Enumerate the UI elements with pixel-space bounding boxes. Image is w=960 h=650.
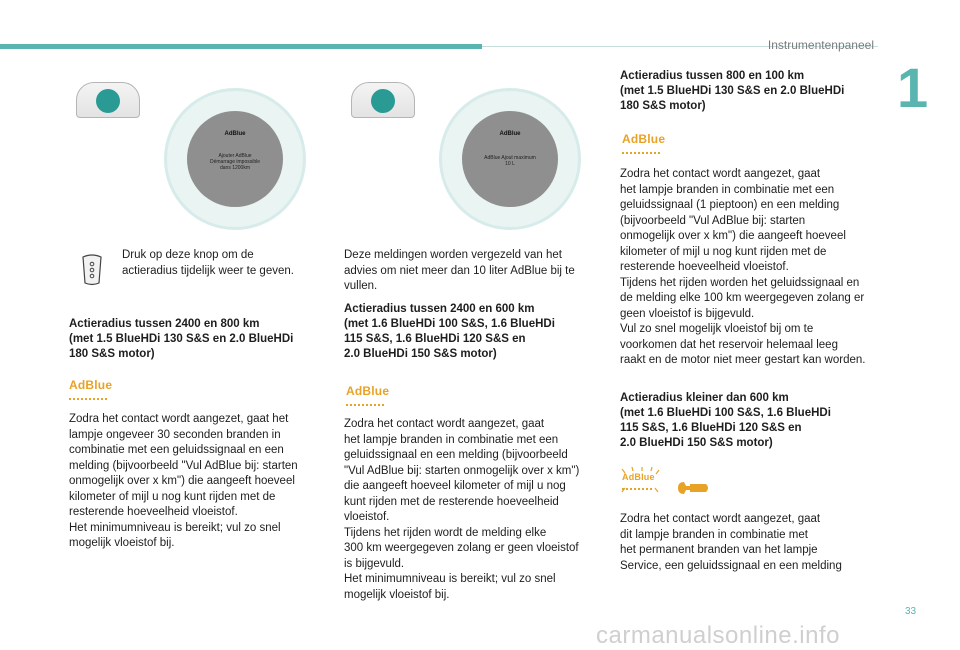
adblue-warning-icon: [622, 132, 665, 154]
col3-body-1: Zodra het contact wordt aangezet, gaat het lampje branden in combinatie met een geluidssignaal (1 pieptoon) en een melding (bijvoorbeeld "Vul AdBlue bij: starten onmogelijk over x km") die aangeeft hoeveel kilometer of mijl u nog kunt rijden met de resterende hoeveelheid vloeistof. Tijdens het rijden worden het geluidssignaal en de melding elke 100 km weergegeven zolang er geen vloeistof is bijgevuld. Vul zo snel mogelijk vloeistof bij om te voorkomen dat het reservoir helemaal leeg raakt en de motor niet meer gestart kan worden.: [620, 168, 866, 366]
page-number: 33: [905, 606, 917, 617]
col3-body-2: Zodra het contact wordt aangezet, gaat dit lampje branden in combinatie met het permanent branden van het lampje Service, een geluidssignaal en een melding: [620, 513, 842, 572]
section-title: Instrumentenpaneel: [767, 38, 874, 52]
col1-body: Zodra het contact wordt aangezet, gaat het lampje ongeveer 30 seconden branden in combinatie met een geluidssignaal en een melding (bijvoorbeeld "Vul AdBlue bij: starten onmogelijk over x km") die aangeeft hoeveel kilometer of mijl u nog kunt rijden met de resterende hoeveelheid vloeistof. Het minimumniveau is bereikt; vul zo snel mogelijk vloeistof bij.: [69, 413, 298, 549]
adblue-logo-text: AdBlue: [622, 132, 666, 146]
display-message: Ajouter AdBlue Démarrage impossible dans 1200km: [209, 153, 261, 171]
indicator-dot: [371, 89, 395, 113]
adblue-warning-icon: [69, 378, 112, 400]
col3-heading-1: Actieradius tussen 800 en 100 km (met 1.5 BlueHDi 130 S&S en 2.0 BlueHDi 180 S&S motor): [620, 70, 845, 112]
adblue-display-label: AdBlue: [224, 131, 246, 137]
gauge-display: [439, 88, 581, 230]
col2-body: Zodra het contact wordt aangezet, gaat het lampje branden in combinatie met een geluidssignaal en een melding (bijvoorbeeld "Vul AdBlue bij: starten onmogelijk over x km") die aangeeft hoeveel kilometer of mijl u nog kunt rijden met de resterende hoeveelheid vloeistof. Tijdens het rijden wordt de melding elke 300 km weergegeven zolang er geen vloeistof is bijgevuld. Het minimumniveau is bereikt; vul zo snel mogelijk vloeistof bij.: [344, 418, 580, 601]
adblue-logo-text: AdBlue: [622, 472, 655, 482]
dashboard-button-illustration: [351, 82, 415, 118]
wrench-icon: [676, 478, 712, 503]
display-message: AdBlue Ajout maximum 10 L: [484, 155, 536, 167]
adblue-warning-icon: [346, 384, 389, 406]
chapter-number: 1: [897, 56, 929, 119]
col2-intro: Deze meldingen worden vergezeld van het advies om niet meer dan 10 liter AdBlue bij te vullen.: [344, 249, 575, 292]
dashboard-button-illustration: [76, 82, 140, 118]
watermark: carmanualsonline.info: [596, 622, 840, 649]
adblue-logo-text: AdBlue: [69, 378, 113, 392]
col1-heading: Actieradius tussen 2400 en 800 km (met 1.5 BlueHDi 130 S&S en 2.0 BlueHDi 180 S&S motor): [69, 318, 294, 360]
gauge-display: [164, 88, 306, 230]
adblue-logo-text: AdBlue: [346, 384, 390, 398]
adblue-wave: [622, 146, 660, 154]
button-icon: [80, 253, 104, 287]
adblue-display-label: AdBlue: [499, 131, 521, 137]
col3-heading-2: Actieradius kleiner dan 600 km (met 1.6 BlueHDi 100 S&S, 1.6 BlueHDi 115 S&S, 1.6 BlueHDi 120 S&S en 2.0 BlueHDi 150 S&S motor): [620, 392, 831, 449]
dashboard-figure-left: [76, 74, 308, 234]
dashboard-figure-right: [351, 74, 583, 234]
button-note: Druk op deze knop om de actieradius tijdelijk weer te geven.: [122, 249, 294, 277]
adblue-warning-icon: [622, 472, 655, 490]
adblue-wave: [69, 392, 107, 400]
gauge-screen: [187, 111, 283, 207]
header-accent-bar: [0, 44, 482, 49]
indicator-dot: [96, 89, 120, 113]
gauge-screen: [462, 111, 558, 207]
adblue-wave: [346, 398, 384, 406]
col2-heading: Actieradius tussen 2400 en 600 km (met 1.6 BlueHDi 100 S&S, 1.6 BlueHDi 115 S&S, 1.6 BlueHDi 120 S&S en 2.0 BlueHDi 150 S&S motor): [344, 303, 555, 360]
